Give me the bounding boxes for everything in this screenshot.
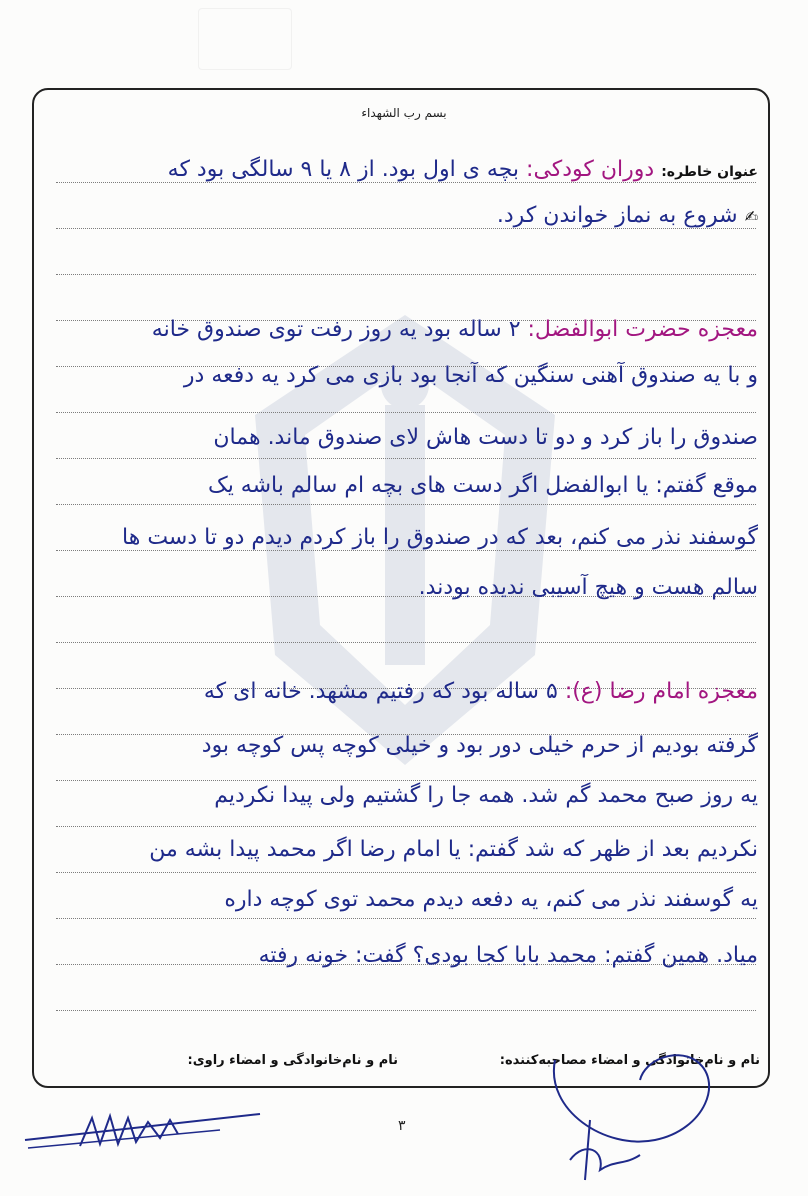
interviewer-signature-label: نام و نام‌خانوادگی و امضاء مصاحبه‌کننده: [499,1053,760,1068]
rule-line [56,872,756,873]
memory-title-line [56,156,758,186]
handwritten-line [56,836,758,864]
rule-line [56,274,756,275]
rule-line [56,642,756,643]
handwritten-text: موقع گفتم: یا ابوالفضل اگر دست های بچه ام سالم باشه یک [208,473,758,498]
handwritten-text: شروع به نماز خواندن کرد. [496,203,738,228]
handwritten-line [56,574,758,602]
header-basmala: بسم رب الشهداء [361,106,447,120]
rule-line [56,780,756,781]
handwritten-line [56,472,758,500]
handwritten-line [56,732,758,760]
memory-title-value: دوران کودکی: [526,157,655,182]
pen-icon: ✍ [744,207,758,226]
handwritten-text: یه روز صبح محمد گم شد. همه جا را گشتیم ولی پیدا نکردیم [214,783,758,808]
handwritten-line [56,886,758,914]
handwritten-text: صندوق را باز کرد و دو تا دست هاش لای صندوق ماند. همان [213,425,758,450]
memory-title-label: عنوان خاطره: [661,164,758,180]
handwritten-line [56,202,758,231]
handwritten-line [56,782,758,810]
handwritten-text: گرفته بودیم از حرم خیلی دور بود و خیلی کوچه پس کوچه بود [201,733,758,758]
handwritten-line [56,424,758,452]
page-number: ۳ [398,1118,406,1134]
handwritten-text: میاد. همین گفتم: محمد بابا کجا بودی؟ گفت: خونه رفته [258,943,758,968]
handwritten-text: نکردیم بعد از ظهر که شد گفتم: یا امام رضا اگر محمد پیدا بشه من [149,837,758,862]
rule-line [56,458,756,459]
faded-stamp [198,8,292,70]
handwritten-text: ۲ ساله بود یه روز رفت توی صندوق خانه [151,317,521,342]
handwritten-text: یه گوسفند نذر می کنم، یه دفعه دیدم محمد توی کوچه داره [224,887,758,912]
handwritten-line [56,362,758,390]
handwritten-text: ۵ ساله بود که رفتیم مشهد. خانه ای که [203,679,558,704]
narrator-signature-label: نام و نام‌خانوادگی و امضاء راوی: [187,1053,398,1068]
handwritten-line [56,678,758,706]
rule-line [56,1010,756,1011]
handwritten-line [56,524,758,552]
narrator-signature-icon [20,1100,270,1160]
rule-line [56,826,756,827]
interviewer-signature-icon [545,1040,765,1190]
handwritten-text: بچه ی اول بود. از ۸ یا ۹ سالگی بود که [167,157,520,182]
handwritten-text: گوسفند نذر می کنم، بعد که در صندوق را باز کردم دیدم دو تا دست ها [122,525,758,550]
rule-line [56,504,756,505]
handwritten-line [56,316,758,344]
rule-line [56,918,756,919]
handwritten-line [56,942,758,970]
section-heading: معجزه حضرت ابوالفضل: [527,317,758,342]
handwritten-text: و با یه صندوق آهنی سنگین که آنجا بود بازی می کرد یه دفعه در [183,363,758,388]
section-heading: معجزه امام رضا (ع): [564,679,758,704]
rule-line [56,412,756,413]
handwritten-text: سالم هست و هیچ آسیبی ندیده بودند. [418,575,758,600]
